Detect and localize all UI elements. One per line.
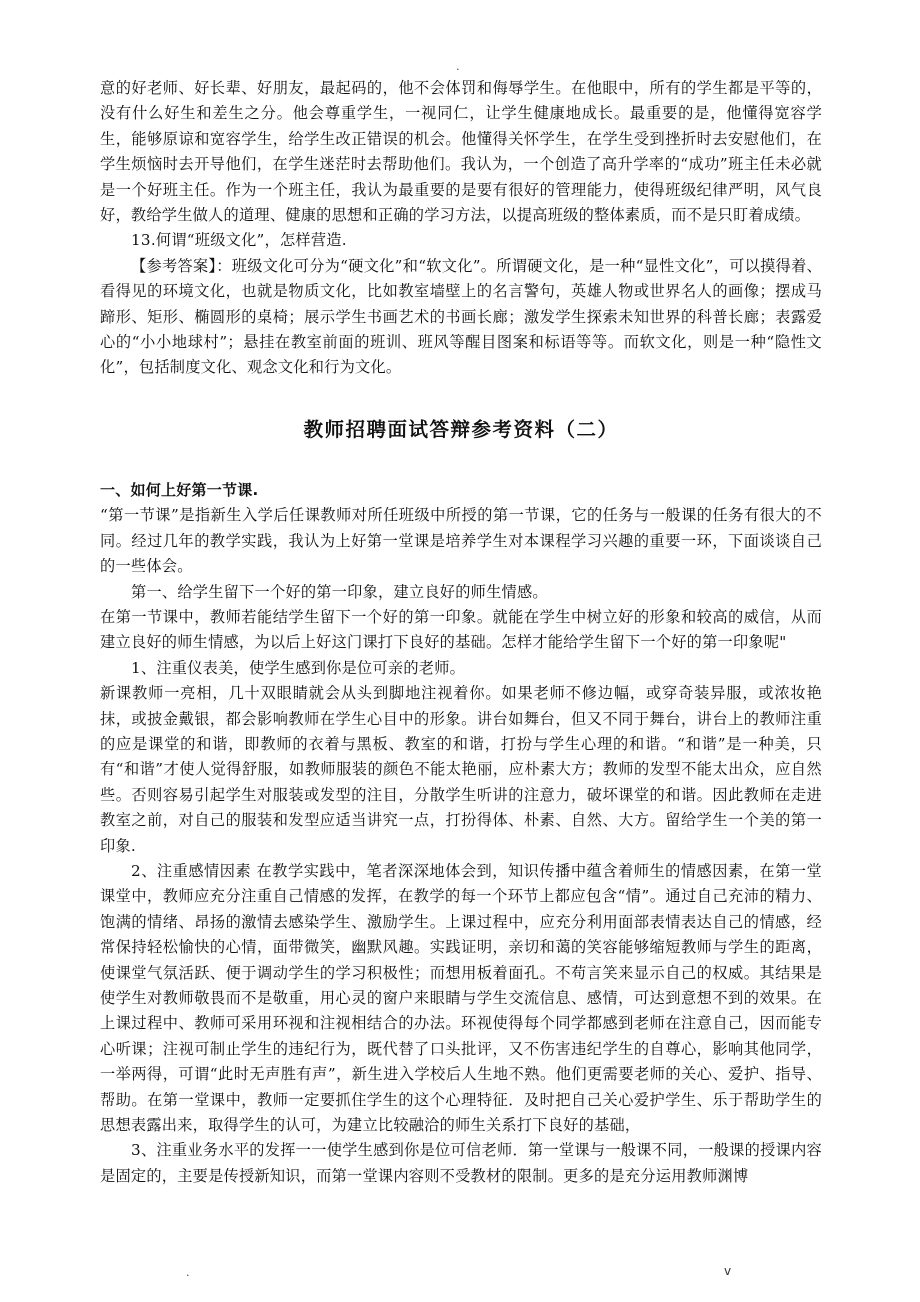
section-intro: “第一节课”是指新生入学后任课教师对所任班级中所授的第一节课，它的任务与一般课的任务有很大的不同。经过几年的教学实践，我认为上好第一堂课是培养学生对本课程学习兴趣的重要一环，下面谈谈自己的一些体会。 (100, 506, 822, 576)
item-one-body: 新课教师一亮相，几十双眼睛就会从头到脚地注视着你。如果老师不修边幅，或穿奇装异服，或浓妆艳抹，或披金戴银，都会影响教师在学生心目中的形象。讲台如舞台，但又不同于舞台，讲台上的教师注重的应是课堂的和谐，即教师的衣着与黑板、教室的和谐，打扮与学生心理的和谐。“和谐”是一种美，只有“和谐”才使人觉得舒服，如教师服装的颜色不能太艳丽，应朴素大方；教师的发型不能太出众，应自然些。否则容易引起学生对服装或发型的注目，分散学生听讲的注意力，破坏课堂的和谐。因此教师在走进教室之前，对自己的服装和发型应适当讲究一点，打扮得体、朴素、自然、大方。留给学生一个美的第一印象. (100, 684, 822, 855)
corner-mark: v (724, 1264, 732, 1278)
item-one-heading: 1、注重仪表美，使学生感到你是位可亲的老师。 (131, 658, 466, 677)
footer-dot: . (186, 1266, 190, 1279)
paragraph-good-teacher: 意的好老师、好长辈、好朋友，最起码的，他不会体罚和侮辱学生。在他眼中，所有的学生都是平等的，没有什么好生和差生之分。他会尊重学生，一视同仁，让学生健康地成长。最重要的是，他懂得宽容学生，能够原谅和宽容学生，给学生改正错误的机会。他懂得关怀学生，在学生受到挫折时去安慰他们，在学生烦恼时去开导他们，在学生迷茫时去帮助他们。我认为，一个创造了高升学率的“成功”班主任未必就是一个好班主任。作为一个班主任，我认为最重要的是要有很好的管理能力，使得班级纪律严明，风气良好，教给学生做人的道理、健康的思想和正确的学习方法，以提高班级的整体素质，而不是只盯着成绩。 (100, 79, 822, 225)
answer-13: 【参考答案】：班级文化可分为“硬文化”和“软文化”。所谓硬文化，是一种“显性文化”，可以摸得着、看得见的环境文化，也就是物质文化，比如教室墙壁上的名言警句，英雄人物或世界名人的画像；摆成马蹄形、矩形、椭圆形的桌椅；展示学生书画艺术的书画长廊；激发学生探索未知世界的科普长廊；表露爱心的“小小地球村”；悬挂在教室前面的班训、班风等醒目图案和标语等等。而软文化，则是一种“隐性文化”，包括制度文化、观念文化和行为文化。 (100, 256, 822, 377)
point-one-body: 在第一节课中，教师若能结学生留下一个好的第一印象。就能在学生中树立好的形象和较高的威信，从而建立良好的师生情感，为以后上好这门课打下良好的基础。怎样才能给学生留下一个好的第一印象呢" (100, 607, 822, 652)
page-content (100, 76, 822, 1189)
point-one-heading: 第一、给学生留下一个好的第一印象，建立良好的师生情感。 (131, 582, 548, 601)
section-heading: 一、如何上好第一节课. (100, 480, 259, 499)
header-dot: . (456, 60, 460, 73)
item-two: 2、注重感情因素 在教学实践中，笔者深深地体会到，知识传播中蕴含着师生的情感因素，在第一堂课堂中，教师应充分注重自己情感的发挥，在教学的每一个环节上都应包含“情”。通过自己充沛的精力、饱满的情绪、昂扬的激情去感染学生、激励学生。上课过程中，应充分利用面部表情表达自己的情感，经常保持轻松愉快的心情，面带微笑，幽默风趣。实践证明，亲切和蔼的笑容能够缩短教师与学生的距离，使课堂气氛活跃、便于调动学生的学习积极性；而想用板着面孔。不苟言笑来显示自己的权威。其结果是使学生对教师敬畏而不是敬重，用心灵的窗户来眼睛与学生交流信息、感情，可达到意想不到的效果。在上课过程中、教师可采用环视和注视相结合的办法。环视使得每个同学都感到老师在注意自己，因而能专心听课；注视可制止学生的违纪行为，既代替了口头批评，又不伤害违纪学生的自尊心，影响其他同学，一举两得，可谓“此时无声胜有声”，新生进入学校后人生地不熟。他们更需要老师的关心、爱护、指导、帮助。在第一堂课中，教师一定要抓住学生的这个心理特征．及时把自己关心爱护学生、乐于帮助学生的思想表露出来，取得学生的认可，为建立比较融洽的师生关系打下良好的基础， (100, 861, 822, 1135)
document-title: 教师招聘面试答辩参考资料（二） (303, 417, 619, 441)
item-three: 3、注重业务水平的发挥一一使学生感到你是位可信老师．第一堂课与一般课不同，一般课的授课内容是固定的，主要是传授新知识，而第一堂课内容则不受教材的限制。更多的是充分运用教师渊博 (100, 1141, 822, 1185)
question-13: 13.何谓“班级文化”，怎样营造. (131, 231, 347, 250)
